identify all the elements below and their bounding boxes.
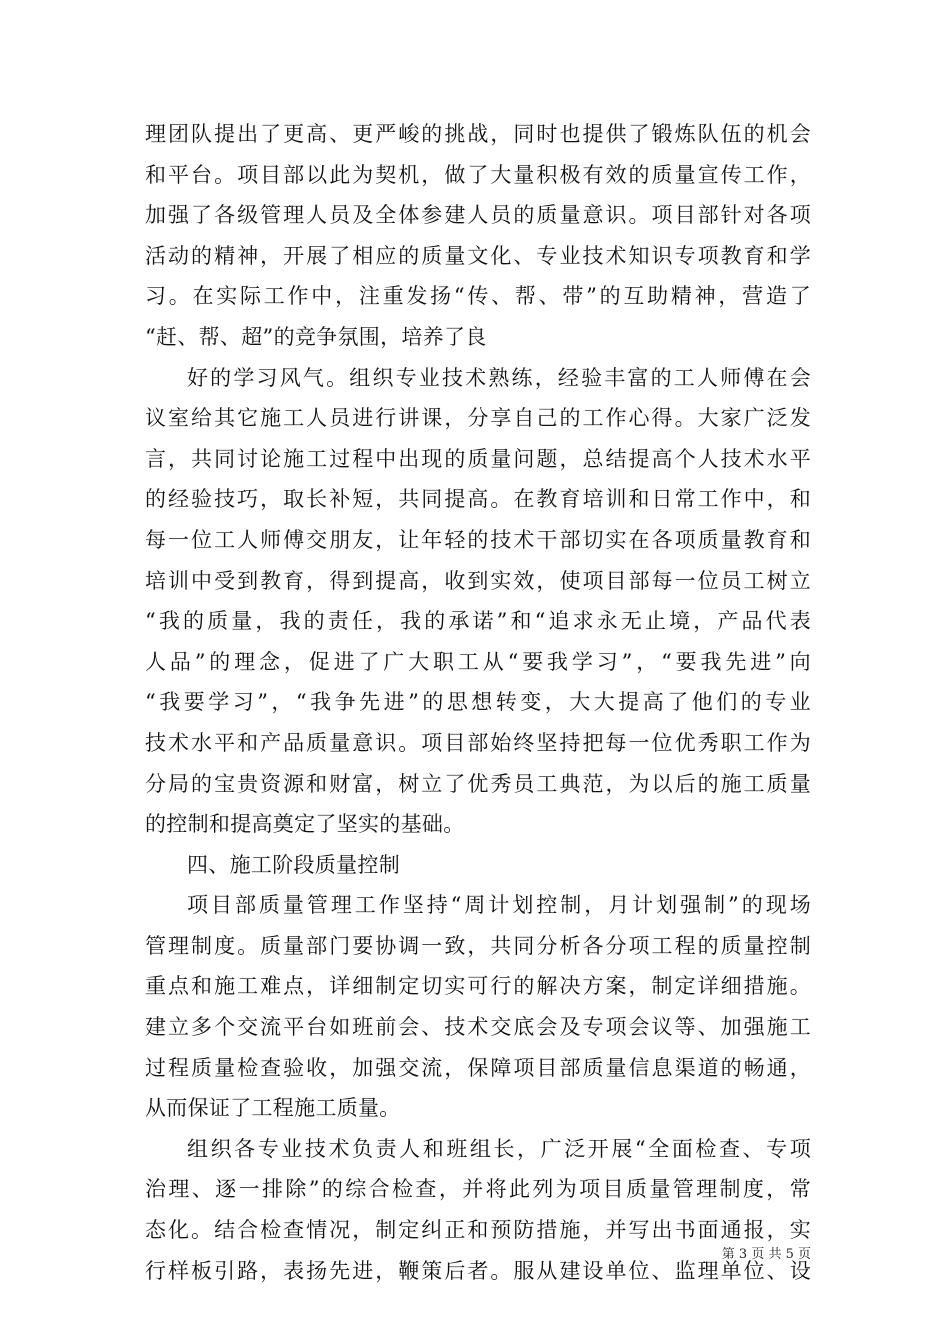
section-heading — [145, 845, 811, 886]
text-line: 加强了各级管理人员及全体参建人员的质量意识。项目部针对各项 — [145, 203, 811, 228]
text-line: 行样板引路，表扬先进，鞭策后者。服从建设单位、监理单位、设 — [145, 1258, 811, 1283]
text-line: 理团队提出了更高、更严峻的挑战，同时也提供了锻炼队伍的机会 — [145, 122, 811, 146]
text-line: 言，共同讨论施工过程中出现的质量问题，总结提高个人技术水平 — [145, 446, 811, 471]
text-line: 管理制度。质量部门要协调一致，共同分析各分项工程的质量控制 — [145, 933, 811, 958]
paragraph-inspection — [145, 1129, 811, 1291]
text-line: 组织各专业技术负责人和班组长，广泛开展“全面检查、专项 — [187, 1136, 811, 1161]
text-line: 建立多个交流平台如班前会、技术交底会及专项会议等、加强施工 — [145, 1015, 811, 1040]
paragraph-study-culture — [145, 358, 811, 845]
text-line: 议室给其它施工人员进行讲课，分享自己的工作心得。大家广泛发 — [145, 406, 811, 431]
text-line: 态化。结合检查情况，制定纠正和预防措施，并写出书面通报，实 — [145, 1218, 811, 1243]
text-line: 的经验技巧，取长补短，共同提高。在教育培训和日常工作中，和 — [145, 487, 811, 512]
section-heading-text: 四、施工阶段质量控制 — [187, 852, 400, 877]
text-line: “赶、帮、超”的竞争氛围，培养了良 — [145, 324, 487, 349]
text-line: 分局的宝贵资源和财富，树立了优秀员工典范，为以后的施工质量 — [145, 771, 811, 796]
text-line: 和平台。项目部以此为契机，做了大量积极有效的质量宣传工作， — [145, 162, 811, 187]
document-body — [145, 114, 811, 1291]
text-line: 治理、逐一排除”的综合检查，并将此列为项目质量管理制度，常 — [145, 1177, 811, 1202]
paragraph-management-system — [145, 885, 811, 1129]
text-line: 从而保证了工程施工质量。 — [145, 1096, 401, 1121]
text-line: 过程质量检查验收，加强交流，保障项目部质量信息渠道的畅通， — [145, 1055, 811, 1080]
page-number: 第 3 页 共 5 页 — [721, 1247, 811, 1262]
text-line: 活动的精神，开展了相应的质量文化、专业技术知识专项教育和学 — [145, 243, 811, 268]
text-line: 培训中受到教育，得到提高，收到实效，使项目部每一位员工树立 — [145, 568, 811, 593]
text-line: 每一位工人师傅交朋友，让年轻的技术干部切实在各项质量教育和 — [145, 527, 811, 552]
text-line: “我的质量，我的责任，我的承诺”和“追求永无止境，产品代表 — [145, 609, 811, 634]
text-line: 项目部质量管理工作坚持“周计划控制，月计划强制”的现场 — [187, 893, 811, 918]
text-line: 人品”的理念，促进了广大职工从“要我学习”，“要我先进”向 — [145, 649, 811, 674]
text-line: “我要学习”，“我争先进”的思想转变，大大提高了他们的专业 — [145, 690, 811, 715]
text-line: 重点和施工难点，详细制定切实可行的解决方案，制定详细措施。 — [145, 974, 811, 999]
text-line: 技术水平和产品质量意识。项目部始终坚持把每一位优秀职工作为 — [145, 730, 811, 755]
text-line: 习。在实际工作中，注重发扬“传、帮、带”的互助精神，营造了 — [145, 284, 811, 309]
paragraph-continuation — [145, 114, 811, 358]
text-line: 好的学习风气。组织专业技术熟练，经验丰富的工人师傅在会 — [187, 365, 811, 390]
text-line: 的控制和提高奠定了坚实的基础。 — [145, 812, 465, 837]
